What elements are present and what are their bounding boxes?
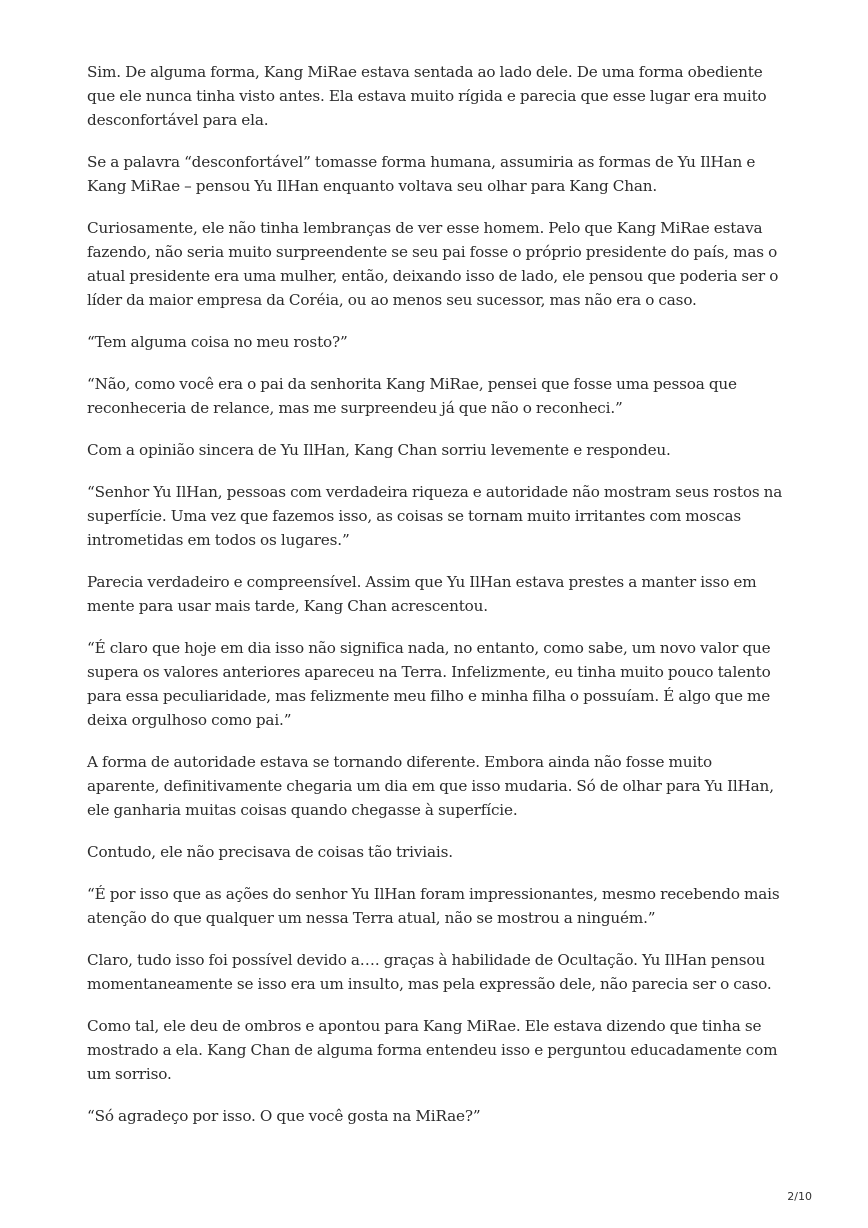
paragraph: “Senhor Yu IlHan, pessoas com verdadeira riqueza e autoridade não mostram seus rostos na superfície. Uma vez que fazemos isso, as coisas se tornam muito irritantes com moscas intrometidas em todos os lugares.” — [87, 483, 783, 549]
paragraph: Com a opinião sincera de Yu IlHan, Kang Chan sorriu levemente e respondeu. — [87, 441, 671, 459]
paragraph: Sim. De alguma forma, Kang MiRae estava sentada ao lado dele. De uma forma obediente que ele nunca tinha visto antes. Ela estava muito rígida e parecia que esse lugar era muito desconfortável para ela. — [87, 63, 767, 129]
document-body — [87, 60, 787, 1146]
paragraph: Claro, tudo isso foi possível devido a…. graças à habilidade de Ocultação. Yu IlHan pensou momentaneamente se isso era um insulto, mas pela expressão dele, não parecia ser o caso. — [87, 951, 772, 993]
paragraph: “Só agradeço por isso. O que você gosta na MiRae?” — [87, 1107, 481, 1125]
paragraph: “Não, como você era o pai da senhorita Kang MiRae, pensei que fosse uma pessoa que reconheceria de relance, mas me surpreendeu já que não o reconheci.” — [87, 375, 737, 417]
page-number: 2/10 — [787, 1190, 812, 1203]
paragraph: Curiosamente, ele não tinha lembranças de ver esse homem. Pelo que Kang MiRae estava fazendo, não seria muito surpreendente se seu pai fosse o próprio presidente do país, mas o atual presidente era uma mulher, então, deixando isso de lado, ele pensou que poderia ser o líder da maior empresa da Coréia, ou ao menos seu sucessor, mas não era o caso. — [87, 219, 779, 309]
paragraph: Parecia verdadeiro e compreensível. Assim que Yu IlHan estava prestes a manter isso em mente para usar mais tarde, Kang Chan acrescentou. — [87, 573, 757, 615]
paragraph: Como tal, ele deu de ombros e apontou para Kang MiRae. Ele estava dizendo que tinha se mostrado a ela. Kang Chan de alguma forma entendeu isso e perguntou educadamente com um sorriso. — [87, 1017, 778, 1083]
paragraph: A forma de autoridade estava se tornando diferente. Embora ainda não fosse muito aparente, definitivamente chegaria um dia em que isso mudaria. Só de olhar para Yu IlHan, ele ganharia muitas coisas quando chegasse à superfície. — [87, 753, 774, 819]
paragraph: Contudo, ele não precisava de coisas tão triviais. — [87, 843, 453, 861]
paragraph: Se a palavra “desconfortável” tomasse forma humana, assumiria as formas de Yu IlHan e Kang MiRae – pensou Yu IlHan enquanto voltava seu olhar para Kang Chan. — [87, 153, 756, 195]
paragraph: “Tem alguma coisa no meu rosto?” — [87, 333, 348, 351]
paragraph: “É claro que hoje em dia isso não significa nada, no entanto, como sabe, um novo valor que supera os valores anteriores apareceu na Terra. Infelizmente, eu tinha muito pouco talento para essa peculiaridade, mas felizmente meu filho e minha filha o possuíam. É algo que me deixa orgulhoso como pai.” — [87, 639, 771, 729]
paragraph: “É por isso que as ações do senhor Yu IlHan foram impressionantes, mesmo recebendo mais atenção do que qualquer um nessa Terra atual, não se mostrou a ninguém.” — [87, 885, 780, 927]
